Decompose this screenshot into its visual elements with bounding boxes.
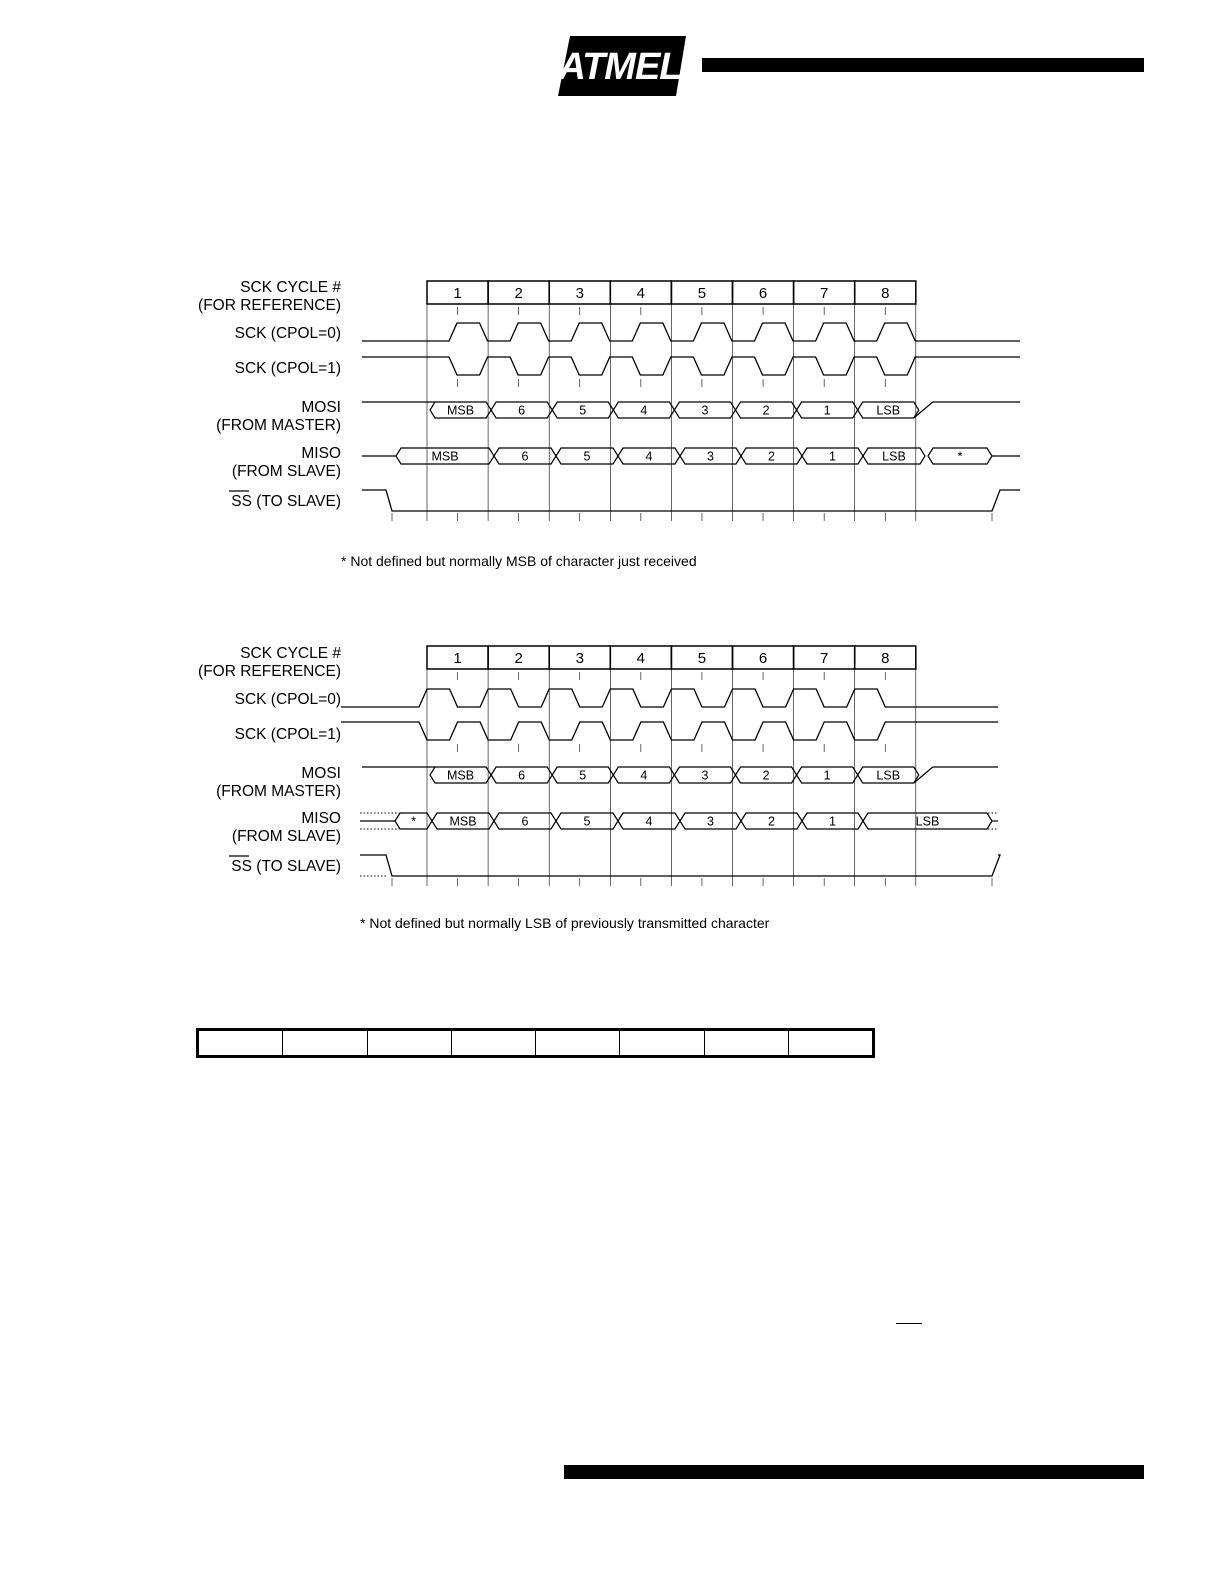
label-miso: MISO [301,445,341,462]
mosi-bit-label: 1 [823,768,831,783]
label-mosi: MOSI [301,765,341,782]
register-cell [199,1031,283,1055]
cycle-number: 3 [575,650,584,667]
label-mosi: MOSI [301,399,341,416]
miso-bit-label: 2 [768,449,775,464]
miso-bit-label: MSB [449,814,477,829]
register-cell [452,1031,536,1055]
miso-bit-label: 1 [829,449,836,464]
label-from-master: (FROM MASTER) [216,417,341,434]
miso-bit-label: 2 [768,814,775,829]
label-for-reference: (FOR REFERENCE) [198,663,341,680]
label-sck-cycle: SCK CYCLE # [240,279,341,296]
mosi-bit-label: 2 [762,403,770,418]
label-sck-cpol1: SCK (CPOL=1) [234,726,341,743]
cycle-number: 1 [453,285,462,302]
label-from-master: (FROM MASTER) [216,783,341,800]
miso-bit-label: 5 [583,814,591,829]
logo-text: ATMEL [558,46,682,88]
cycle-number: 4 [636,285,646,302]
cycle-number: 6 [758,285,768,302]
miso-bit-label: LSB [882,449,906,464]
sck-cpol0-wave [341,689,998,707]
mosi-bit-label: 5 [579,403,587,418]
cycle-number: 7 [819,650,829,667]
register-cell [620,1031,704,1055]
cycle-number: 5 [697,650,707,667]
label-from-slave: (FROM SLAVE) [231,828,341,845]
mosi-bit-label: LSB [876,403,901,418]
cycle-number: 4 [636,650,646,667]
miso-bit-label: * [411,814,416,829]
mosi-bit-label: 4 [640,403,648,418]
mosi-bit-label: 4 [640,768,648,783]
cycle-number: 5 [697,285,707,302]
mosi-bit-label: MSB [447,403,475,418]
cycle-number: 6 [758,650,768,667]
cycle-number: 8 [881,285,890,302]
cycle-number: 8 [881,650,890,667]
mosi-bit-label: 6 [518,403,526,418]
miso-bit-label: MSB [431,449,459,464]
sck-cpol1-wave [341,722,998,740]
mosi-bit-label: MSB [447,768,475,783]
label-ss-to-slave: SS (TO SLAVE) [231,858,341,875]
miso-bit-label: 4 [645,449,653,464]
label-sck-cycle: SCK CYCLE # [240,645,341,662]
miso-bit-label: 1 [829,814,836,829]
miso-bit-label: 3 [707,449,714,464]
mosi-bit-label: 5 [579,768,587,783]
miso-bit-label: 6 [521,449,529,464]
register-table [196,1028,875,1058]
label-sck-cpol0: SCK (CPOL=0) [234,691,341,708]
register-cell [705,1031,789,1055]
mosi-bit-label: 3 [701,403,709,418]
label-ss-to-slave: SS (TO SLAVE) [231,493,341,510]
mosi-bit-label: 1 [823,403,831,418]
label-from-slave: (FROM SLAVE) [231,463,341,480]
overline-fragment [896,1323,922,1324]
mosi-bit-label: LSB [876,768,901,783]
label-sck-cpol1: SCK (CPOL=1) [234,360,341,377]
register-cell [368,1031,452,1055]
miso-bit-label: 3 [707,814,714,829]
cycle-number: 1 [453,650,462,667]
label-miso: MISO [301,810,341,827]
footnote: * Not defined but normally MSB of character just received [341,553,697,569]
register-cell [536,1031,620,1055]
ss-wave [360,855,1000,876]
footnote: * Not defined but normally LSB of previously transmitted character [360,915,770,931]
register-cell [283,1031,367,1055]
mosi-bit-label: 3 [701,768,709,783]
footer-rule [564,1465,1144,1479]
cycle-number: 2 [514,650,523,667]
cycle-number: 7 [819,285,829,302]
miso-bit-label: LSB [915,814,940,829]
label-for-reference: (FOR REFERENCE) [198,297,341,314]
cycle-number: 2 [514,285,523,302]
mosi-bit-label: 2 [762,768,770,783]
miso-bit-label: 5 [583,449,591,464]
label-sck-cpol0: SCK (CPOL=0) [234,325,341,342]
miso-bit-label: * [957,449,963,464]
miso-bit-label: 4 [645,814,653,829]
mosi-bit-label: 6 [518,768,526,783]
register-cell [789,1031,872,1055]
miso-bit-label: 6 [521,814,529,829]
cycle-number: 3 [575,285,584,302]
